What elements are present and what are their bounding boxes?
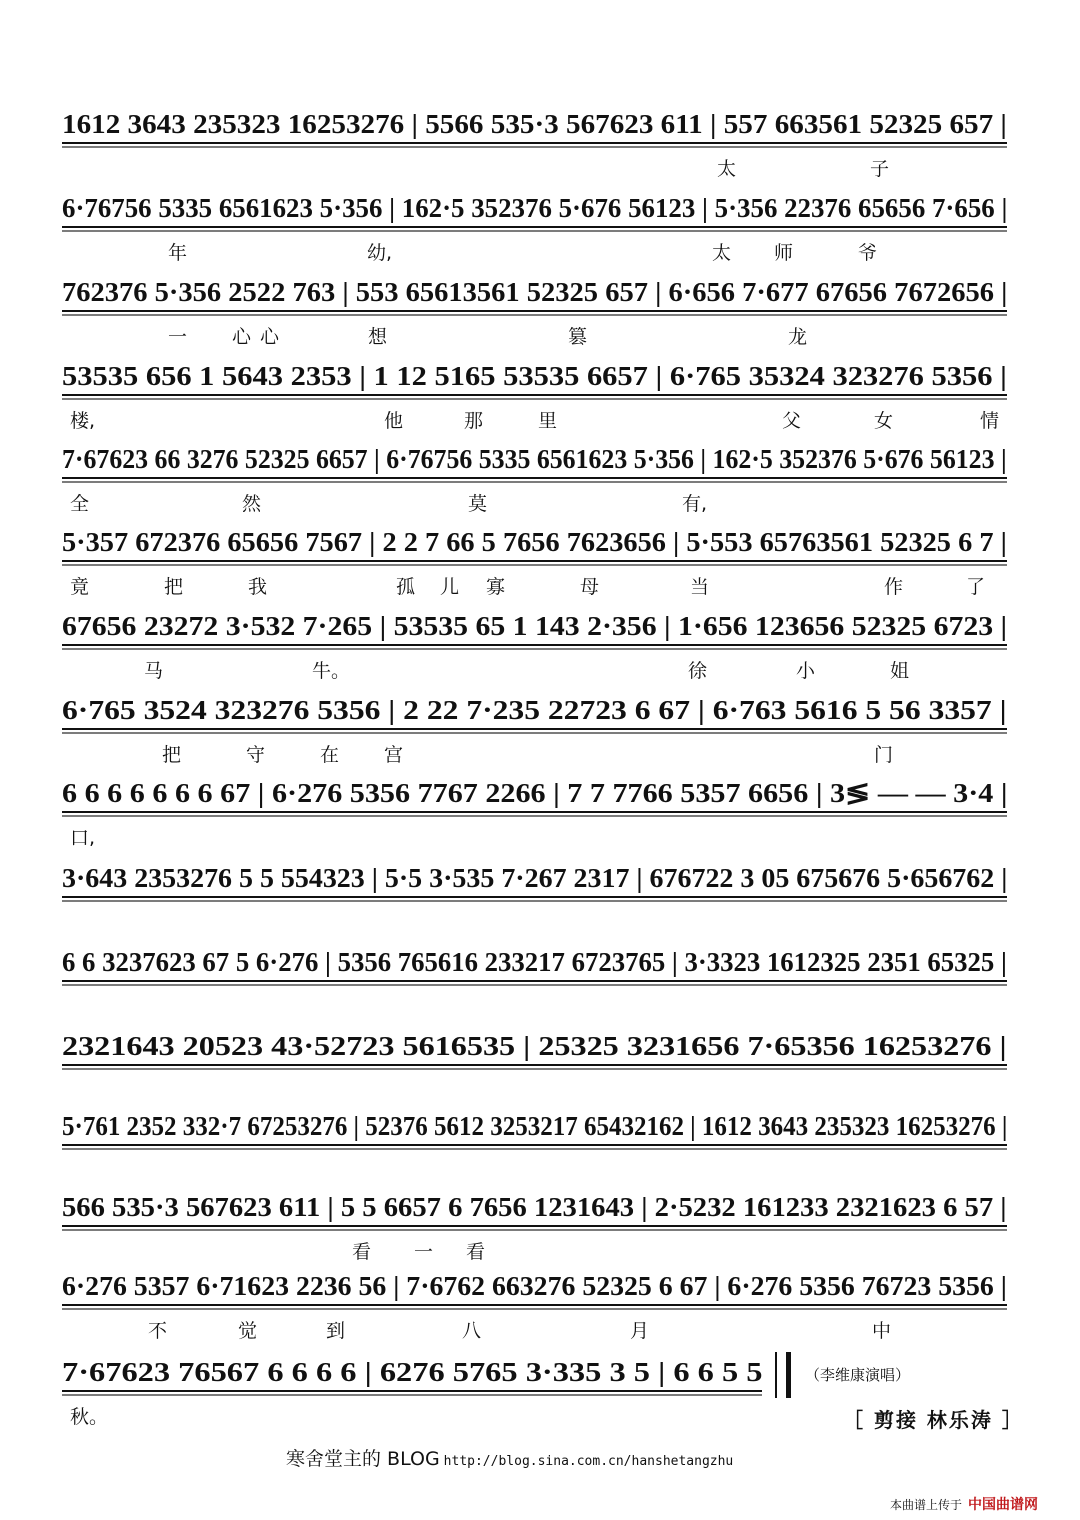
lyric-char: 那 [464, 410, 484, 432]
lyric-char: 情 [980, 410, 1000, 432]
notation-line: 53535 656 1 5643 2353 | 1 12 5165 53535 6657 | 6·765 35324 323276 5356 | [62, 361, 1007, 391]
beam-line [62, 815, 1007, 817]
notation-line: 3·643 2353276 5 5 554323 | 5·5 3·535 7·267 2317 | 676722 3 05 675676 5·656762 | [62, 863, 1008, 893]
beam-line [62, 1148, 1007, 1150]
lyric-char: 一 [414, 1241, 434, 1263]
blog-url[interactable]: http://blog.sina.com.cn/hanshetangzhu [443, 1454, 734, 1469]
notation-line: 762376 5·356 2522 763 | 553 65613561 52325 657 | 6·656 7·677 67656 7672656 | [62, 277, 1008, 307]
beam-line [62, 1229, 1007, 1231]
lyric-char: 秋。 [70, 1406, 109, 1428]
site-logo: 中国曲谱网 [968, 1497, 1039, 1513]
beam-line [62, 564, 1007, 566]
beam-line [62, 1144, 1007, 1146]
beam-line [62, 394, 1007, 396]
lyric-char: 竟 [70, 576, 90, 598]
lyric-char: 看 [352, 1241, 372, 1263]
lyric-char: 牛。 [312, 660, 351, 682]
beam-line [62, 1225, 1007, 1227]
notation-line: 1612 3643 235323 16253276 | 5566 535·3 567623 611 | 557 663561 52325 657 | [62, 109, 1007, 139]
lyric-char: 门 [874, 744, 894, 766]
lyric-char: 口, [70, 827, 96, 849]
lyric-char: 母 [580, 576, 600, 598]
lyric-char: 然 [242, 493, 262, 515]
singer-note: （李维康演唱） [805, 1366, 911, 1384]
beam-line [62, 1064, 1007, 1066]
upload-note [890, 1494, 1038, 1514]
beam-line [62, 1304, 1007, 1306]
lyric-char: 徐 [688, 660, 708, 682]
lyric-char: 不 [148, 1320, 168, 1342]
final-barline [775, 1352, 791, 1398]
lyric-char: 小 [796, 660, 816, 682]
lyric-char: 了 [966, 576, 986, 598]
lyric-char: 太 [717, 158, 737, 180]
lyric-char: 马 [144, 660, 164, 682]
beam-line [62, 896, 1007, 898]
beam-line [62, 648, 1007, 650]
notation-line: 6·76756 5335 6561623 5·356 | 162·5 352376 5·676 56123 | 5·356 22376 65656 7·656 | [62, 193, 1008, 223]
lyric-char: 把 [162, 744, 182, 766]
beam-line [62, 811, 1007, 813]
lyric-char: 爷 [858, 242, 878, 264]
lyric-char: 莫 [468, 493, 488, 515]
lyric-char: 当 [690, 576, 710, 598]
beam-line [62, 732, 1007, 734]
beam-line [62, 314, 1007, 316]
lyric-char: 年 [168, 242, 188, 264]
beam-line [62, 1068, 1007, 1070]
lyric-char: 姐 [890, 660, 910, 682]
beam-line [62, 728, 1007, 730]
beam-line [62, 1308, 1007, 1310]
lyric-char: 我 [248, 576, 268, 598]
upload-text: 本曲谱上传于 [890, 1498, 963, 1512]
beam-line [62, 560, 1007, 562]
lyric-char: 中 [872, 1320, 892, 1342]
beam-line [62, 1394, 762, 1396]
beam-line [62, 477, 1007, 479]
notation-line: 2321643 20523 43·52723 5616535 | 25325 3231656 7·65356 16253276 | [62, 1031, 1007, 1061]
blog-footer [286, 1444, 733, 1471]
lyric-char: 守 [246, 744, 266, 766]
notation-line: 67656 23272 3·532 7·265 | 53535 65 1 143 2·356 | 1·656 123656 52325 6723 | [62, 611, 1008, 641]
lyric-char: 宫 [384, 744, 404, 766]
notation-line: 566 535·3 567623 611 | 5 5 6657 6 7656 1231643 | 2·5232 161233 2321623 6 57 | [62, 1192, 1007, 1222]
lyric-char: 月 [630, 1320, 650, 1342]
beam-line [62, 146, 1007, 148]
beam-line [62, 310, 1007, 312]
lyric-char: 作 [884, 576, 904, 598]
beam-line [62, 230, 1007, 232]
lyric-char: 子 [870, 158, 890, 180]
notation-line: 7·67623 76567 6 6 6 6 | 6276 5765 3·335 3 5 | 6 6 5 5 [62, 1357, 763, 1387]
lyric-char: 父 [782, 410, 802, 432]
lyric-char: 女 [874, 410, 894, 432]
blog-name: 寒舍堂主的 BLOG [286, 1448, 440, 1470]
lyric-char: 儿 [440, 576, 460, 598]
beam-line [62, 900, 1007, 902]
lyric-char: 看 [466, 1241, 486, 1263]
notation-line: 6 6 6 6 6 6 6 67 | 6·276 5356 7767 2266 | 7 7 7766 5357 6656 | 3≶ — — 3·4 | [62, 778, 1008, 808]
lyric-char: 里 [538, 410, 558, 432]
lyric-char: 寡 [486, 576, 506, 598]
beam-line [62, 398, 1007, 400]
lyric-char: 想 [368, 326, 388, 348]
lyric-char: 全 [70, 493, 90, 515]
lyric-char: 心 [260, 326, 280, 348]
lyric-char: 孤 [396, 576, 416, 598]
arranger-credit: ［ 剪接 林乐涛 ］ [843, 1408, 1024, 1432]
notation-line: 6·276 5357 6·71623 2236 56 | 7·6762 663276 52325 6 67 | 6·276 5356 76723 5356 | [62, 1271, 1007, 1301]
lyric-char: 觉 [238, 1320, 258, 1342]
beam-line [62, 984, 1007, 986]
beam-line [62, 644, 1007, 646]
lyric-char: 太 [712, 242, 732, 264]
lyric-char: 一 [168, 326, 188, 348]
beam-line [62, 142, 1007, 144]
lyric-char: 楼, [70, 410, 96, 432]
beam-line [62, 980, 1007, 982]
lyric-char: 在 [320, 744, 340, 766]
lyric-char: 幼, [367, 242, 393, 264]
lyric-char: 到 [326, 1320, 346, 1342]
notation-line: 5·761 2352 332·7 67253276 | 52376 5612 3253217 65432162 | 1612 3643 235323 16253276 | [62, 1111, 1008, 1141]
beam-line [62, 1390, 762, 1392]
lyric-char: 有, [682, 493, 708, 515]
lyric-char: 他 [384, 410, 404, 432]
notation-line: 6 6 3237623 67 5 6·276 | 5356 765616 233217 6723765 | 3·3323 1612325 2351 65325 | [62, 947, 1007, 977]
lyric-char: 篡 [568, 326, 588, 348]
notation-line: 5·357 672376 65656 7567 | 2 2 7 66 5 7656 7623656 | 5·553 65763561 52325 6 7 | [62, 527, 1007, 557]
notation-line: 6·765 3524 323276 5356 | 2 22 7·235 22723 6 67 | 6·763 5616 5 56 3357 | [62, 695, 1007, 725]
lyric-char: 把 [164, 576, 184, 598]
lyric-char: 八 [462, 1320, 482, 1342]
beam-line [62, 481, 1007, 483]
lyric-char: 心 [232, 326, 252, 348]
beam-line [62, 226, 1007, 228]
notation-line: 7·67623 66 3276 52325 6657 | 6·76756 5335 6561623 5·356 | 162·5 352376 5·676 56123 | [62, 444, 1007, 474]
lyric-char: 师 [774, 242, 794, 264]
lyric-char: 龙 [788, 326, 808, 348]
